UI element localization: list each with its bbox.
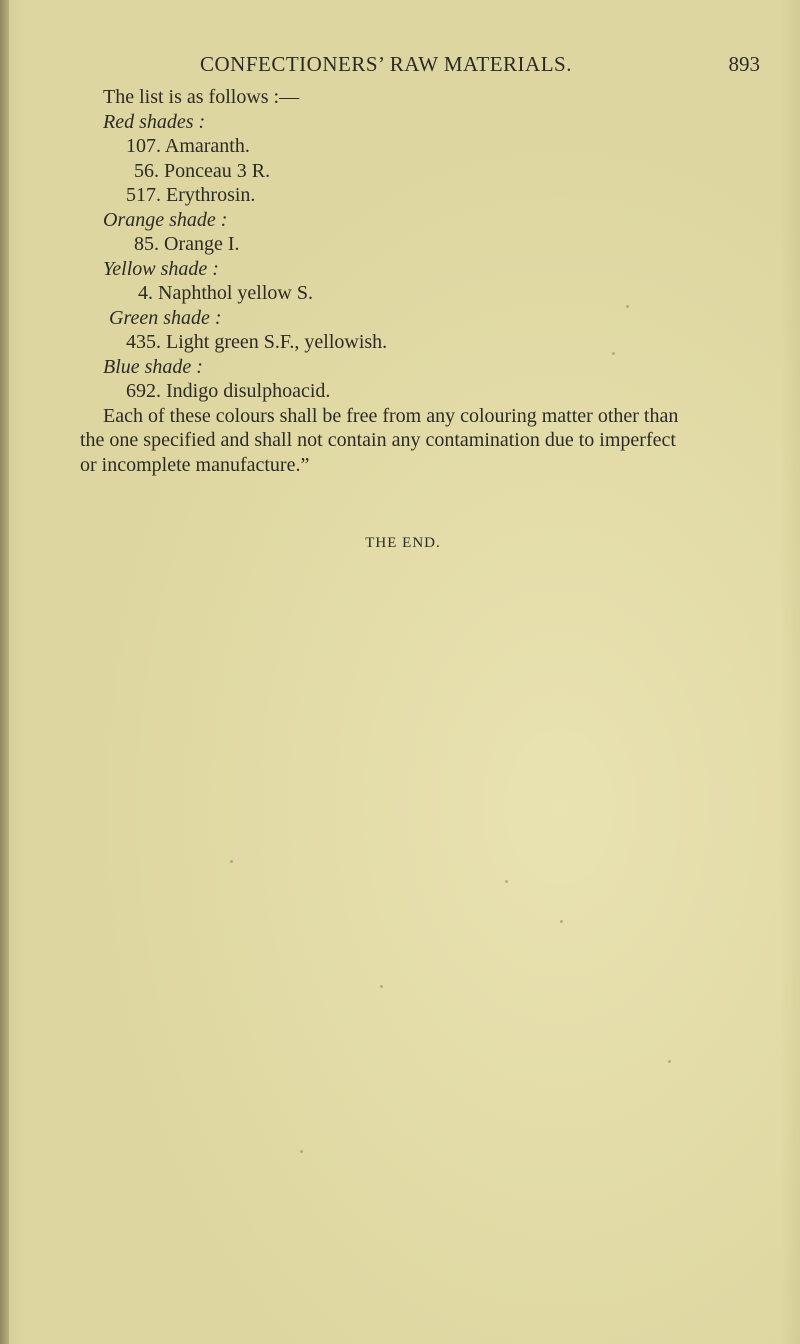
paper-speck — [230, 860, 233, 863]
running-head — [200, 52, 760, 82]
list-item-ponceau: 56. Ponceau 3 R. — [134, 159, 271, 182]
list-item-light-green: 435. Light green S.F., yellowish. — [126, 331, 388, 353]
closing-line-3: or incomplete manufacture.” — [80, 453, 310, 476]
paper-speck — [626, 305, 629, 308]
section-heading-blue: Blue shade : — [103, 355, 203, 378]
paper-speck — [560, 920, 563, 923]
page-number: 893 — [728, 52, 760, 76]
end-mark-text: THE END. — [365, 535, 441, 551]
paper-speck — [612, 352, 615, 355]
body-text — [37, 85, 761, 477]
section-heading-yellow: Yellow shade : — [103, 257, 219, 280]
list-item-orange: 85. Orange I. — [134, 233, 240, 255]
paper-speck — [380, 985, 383, 988]
section-heading-orange: Orange shade : — [103, 208, 228, 231]
page-binding-edge — [0, 0, 9, 1344]
list-item-erythrosin: 517. Erythrosin. — [126, 184, 256, 206]
list-item-amaranth: 107. Amaranth. — [126, 135, 250, 157]
running-title: CONFECTIONERS’ RAW MATERIALS. — [200, 52, 572, 76]
list-item-naphthol: 4. Naphthol yellow S. — [138, 282, 313, 304]
closing-line-1: Each of these colours shall be free from any colouring matter other than — [103, 404, 679, 427]
list-intro: The list is as follows :— — [103, 86, 300, 108]
paper-speck — [668, 1060, 671, 1063]
end-mark — [0, 535, 800, 552]
paper-speck — [505, 880, 508, 883]
section-heading-red: Red shades : — [103, 110, 206, 133]
closing-line-2: the one specified and shall not contain any contamination due to imperfect — [80, 429, 676, 451]
section-heading-green: Green shade : — [109, 306, 222, 329]
list-item-indigo: 692. Indigo disulphoacid. — [126, 380, 331, 402]
paper-speck — [300, 1150, 303, 1153]
